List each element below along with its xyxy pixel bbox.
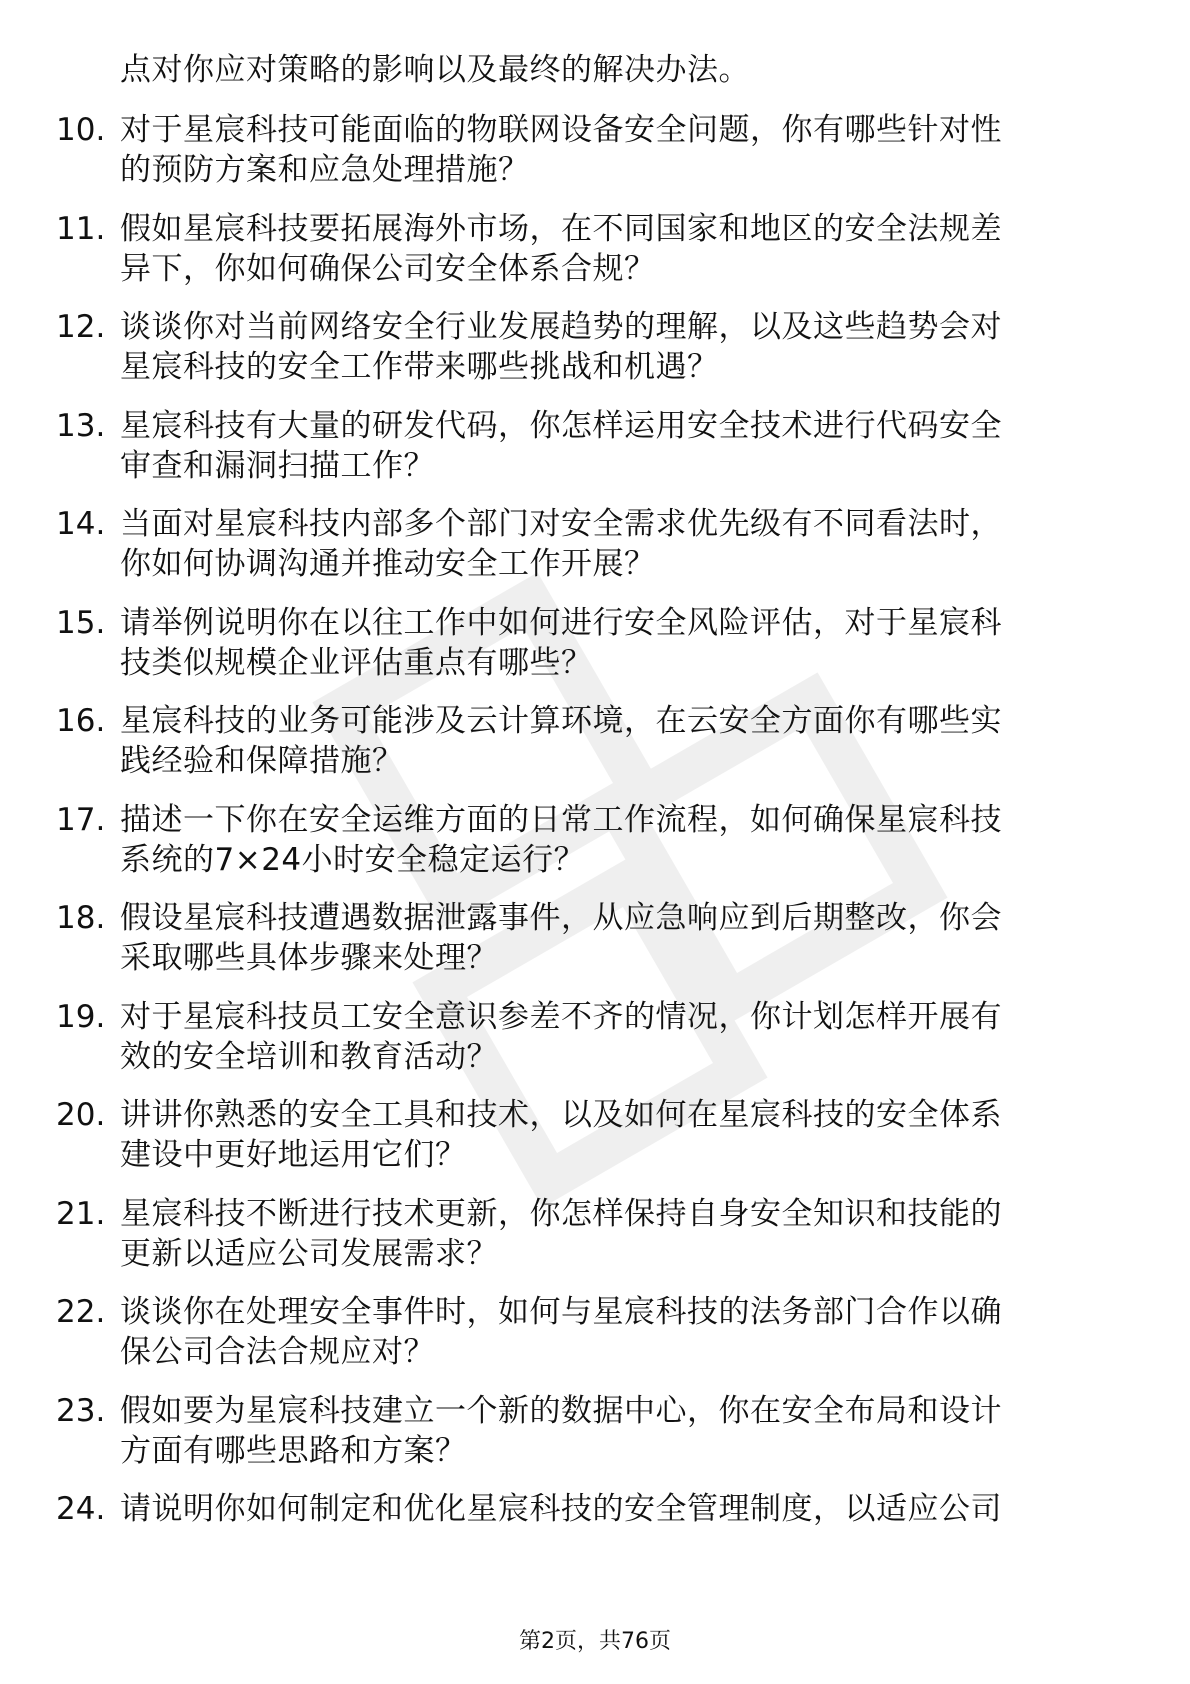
question-text-line: 请说明你如何制定和优化星宸科技的安全管理制度，以适应公司 bbox=[120, 1491, 1002, 1527]
question-text-line: 方面有哪些思路和方案？ bbox=[120, 1432, 467, 1469]
question-number: 24. bbox=[56, 1491, 106, 1527]
question-number: 15. bbox=[56, 604, 106, 641]
question-text-line: 技类似规模企业评估重点有哪些？ bbox=[120, 644, 593, 681]
question-text-line: 效的安全培训和教育活动？ bbox=[120, 1038, 498, 1075]
question-number: 18. bbox=[56, 900, 106, 936]
question-text-line: 假设星宸科技遭遇数据泄露事件，从应急响应到后期整改，你会 bbox=[120, 900, 1002, 936]
question-text-line: 描述一下你在安全运维方面的日常工作流程，如何确保星宸科技 bbox=[120, 801, 1002, 838]
question-text-line: 采取哪些具体步骤来处理？ bbox=[120, 940, 498, 976]
question-number: 21. bbox=[56, 1195, 106, 1232]
question-text-line: 异下，你如何确保公司安全体系合规？ bbox=[120, 250, 656, 287]
question-number: 10. bbox=[56, 112, 106, 148]
question-number: 11. bbox=[56, 210, 106, 247]
question-text-line: 谈谈你对当前网络安全行业发展趋势的理解，以及这些趋势会对 bbox=[120, 309, 1002, 345]
question-text-line: 的预防方案和应急处理措施？ bbox=[120, 152, 530, 188]
question-text-line: 审查和漏洞扫描工作？ bbox=[120, 447, 435, 484]
question-text-line: 讲讲你熟悉的安全工具和技术，以及如何在星宸科技的安全体系 bbox=[120, 1097, 1002, 1133]
question-text-line: 更新以适应公司发展需求？ bbox=[120, 1235, 498, 1272]
question-number: 13. bbox=[56, 407, 106, 444]
question-text-line: 你如何协调沟通并推动安全工作开展？ bbox=[120, 546, 656, 582]
question-number: 17. bbox=[56, 801, 106, 838]
question-text-line: 假如星宸科技要拓展海外市场，在不同国家和地区的安全法规差 bbox=[120, 210, 1002, 247]
question-number: 22. bbox=[56, 1294, 106, 1330]
question-text-line: 星宸科技有大量的研发代码，你怎样运用安全技术进行代码安全 bbox=[120, 407, 1002, 444]
question-text-line: 践经验和保障措施？ bbox=[120, 743, 404, 779]
continuation-text: 点对你应对策略的影响以及最终的解决办法。 bbox=[120, 52, 750, 88]
question-text-line: 系统的7×24小时安全稳定运行？ bbox=[120, 841, 586, 878]
question-number: 19. bbox=[56, 998, 106, 1035]
question-text-line: 星宸科技的业务可能涉及云计算环境，在云安全方面你有哪些实 bbox=[120, 703, 1002, 739]
question-number: 23. bbox=[56, 1392, 106, 1429]
question-text-line: 对于星宸科技可能面临的物联网设备安全问题，你有哪些针对性 bbox=[120, 112, 1002, 148]
question-text-line: 星宸科技的安全工作带来哪些挑战和机遇？ bbox=[120, 349, 719, 385]
question-text-line: 请举例说明你在以往工作中如何进行安全风险评估，对于星宸科 bbox=[120, 604, 1002, 641]
question-text-line: 当面对星宸科技内部多个部门对安全需求优先级有不同看法时， bbox=[120, 506, 1002, 542]
question-number: 14. bbox=[56, 506, 106, 542]
question-number: 12. bbox=[56, 309, 106, 345]
question-text-line: 建设中更好地运用它们？ bbox=[120, 1137, 467, 1173]
question-text-line: 对于星宸科技员工安全意识参差不齐的情况，你计划怎样开展有 bbox=[120, 998, 1002, 1035]
question-text-line: 星宸科技不断进行技术更新，你怎样保持自身安全知识和技能的 bbox=[120, 1195, 1002, 1232]
page-footer: 第2页，共76页 bbox=[519, 1629, 671, 1654]
question-number: 16. bbox=[56, 703, 106, 739]
question-text-line: 假如要为星宸科技建立一个新的数据中心，你在安全布局和设计 bbox=[120, 1392, 1002, 1429]
question-text-line: 保公司合法合规应对？ bbox=[120, 1334, 435, 1370]
question-text-line: 谈谈你在处理安全事件时，如何与星宸科技的法务部门合作以确 bbox=[120, 1294, 1002, 1330]
question-number: 20. bbox=[56, 1097, 106, 1133]
